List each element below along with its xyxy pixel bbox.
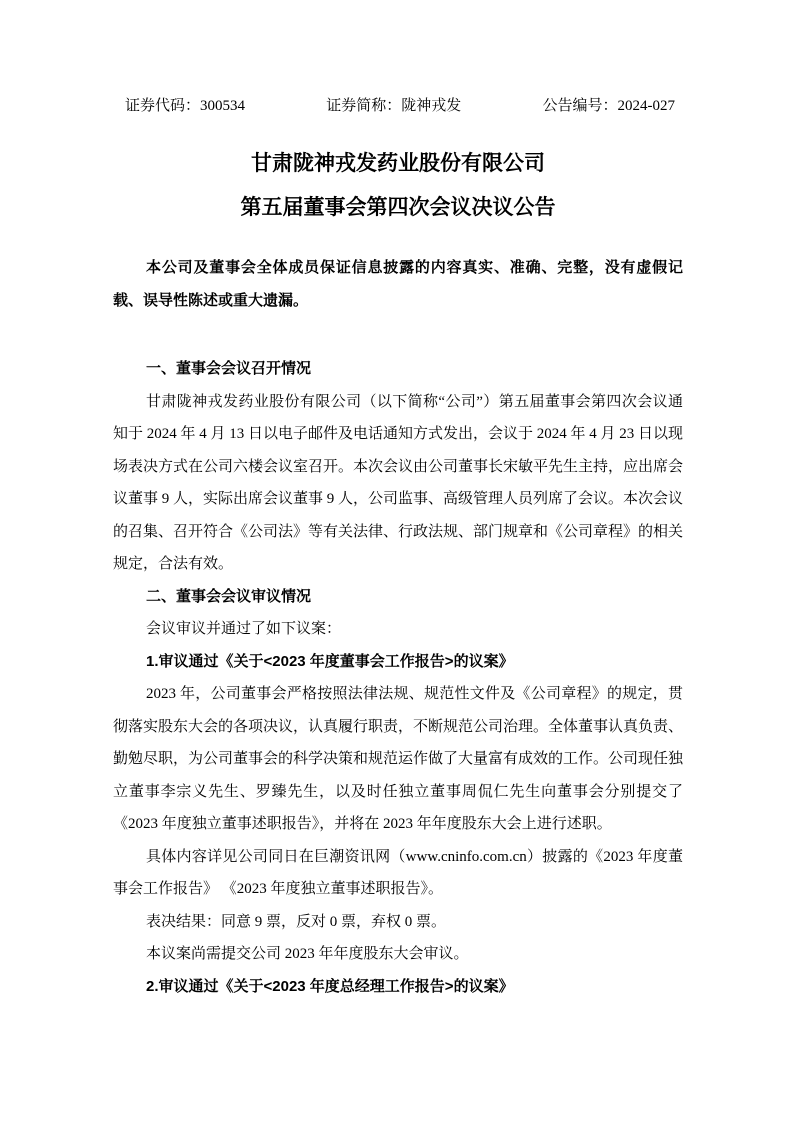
resolution-title: 第五届董事会第四次会议决议公告 [240, 195, 556, 219]
stock-code: 证券代码：300534 [125, 98, 246, 114]
section1-heading: 一、董事会会议召开情况 [146, 360, 312, 377]
proposal1-disclosure: 具体内容详见公司同日在巨潮资讯网（www.cninfo.com.cn）披露的《2023 年度董事会工作报告》 《2023 年度独立董事述职报告》。 [113, 848, 683, 897]
company-name-title: 甘肃陇神戎发药业股份有限公司 [251, 151, 545, 175]
stock-short-name: 证券简称：陇神戎发 [326, 98, 462, 114]
section1-paragraph: 甘肃陇神戎发药业股份有限公司（以下简称“公司”）第五届董事会第四次会议通知于 2024 年 4 月 13 日以电子邮件及电话通知方式发出，会议于 2024 年 4 月 23 日以现场表决方式在公司六楼会议室召开。本次会议由公司董事长宋敏平先生主持，应出席会议董事 9 人，实际出席会议董事 9 人，公司监事、高级管理人员列席了会议。本次会议的召集、召开符合《公司法》等有关法律、行政法规、部门规章和《公司章程》的相关规定，合法有效。 [113, 393, 684, 572]
proposal1-paragraph: 2023 年，公司董事会严格按照法律法规、规范性文件及《公司章程》的规定，贯彻落实股东大会的各项决议，认真履行职责，不断规范公司治理。全体董事认真负责、勤勉尽职，为公司董事会的科学决策和规范运作做了大量富有成效的工作。公司现任独立董事李宗义先生、罗臻先生，以及时任独立董事周侃仁先生向董事会分别提交了《2023 年度独立董事述职报告》，并将在 2023 年年度股东大会上进行述职。 [113, 686, 684, 832]
section2-heading: 二、董事会会议审议情况 [146, 587, 312, 605]
section2-intro: 会议审议并通过了如下议案： [146, 621, 342, 637]
proposal2-heading: 2.审议通过《关于<2023 年度总经理工作报告>的议案》 [146, 977, 514, 995]
proposal1-vote-result: 表决结果：同意 9 票，反对 0 票，弃权 0 票。 [146, 913, 447, 930]
securities-info-row [113, 97, 683, 115]
disclaimer-statement: 本公司及董事会全体成员保证信息披露的内容真实、准确、完整，没有虚假记载、误导性陈述或重大遗漏。 [113, 259, 683, 309]
announcement-number: 公告编号：2024-027 [542, 98, 675, 114]
proposal1-note: 本议案尚需提交公司 2023 年年度股东大会审议。 [146, 946, 469, 962]
proposal1-heading: 1.审议通过《关于<2023 年度董事会工作报告>的议案》 [146, 652, 514, 670]
